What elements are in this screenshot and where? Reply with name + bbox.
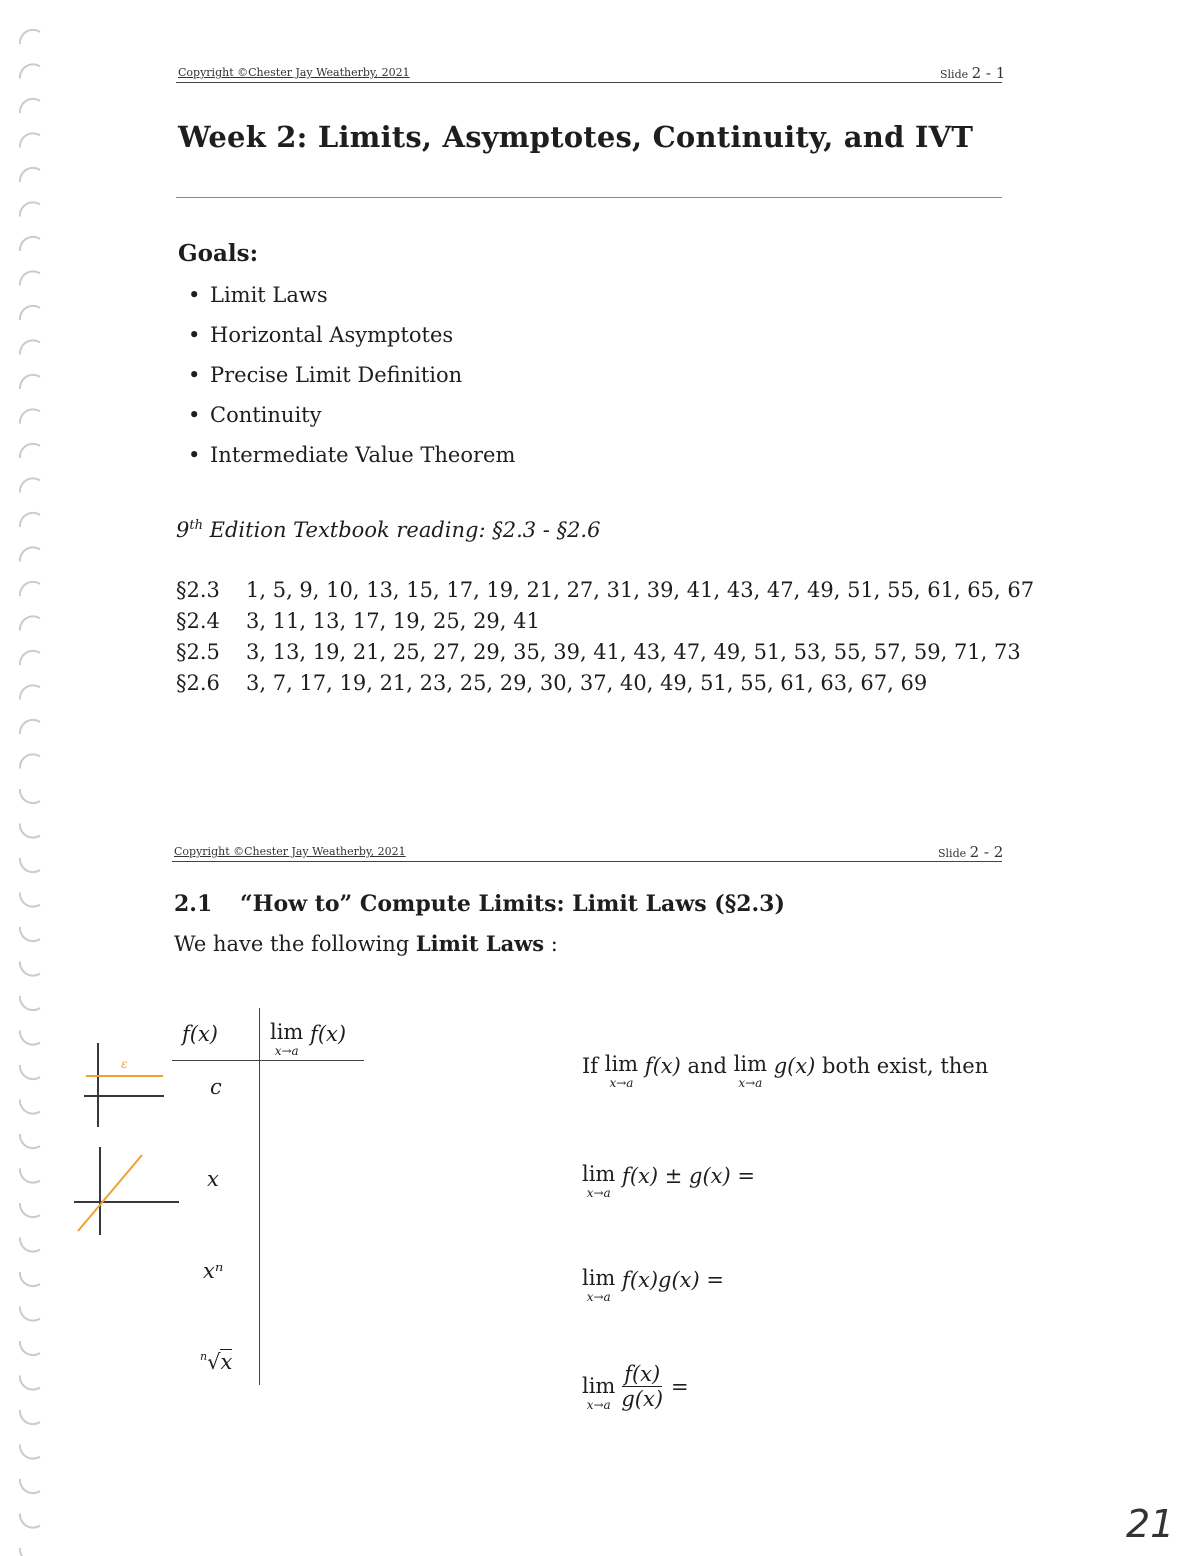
binding-hole	[20, 927, 40, 941]
goals-heading: Goals:	[178, 240, 259, 267]
goal-item: • Horizontal Asymptotes	[188, 323, 454, 347]
copyright-notice: Copyright ©Chester Jay Weatherby, 2021	[178, 66, 410, 79]
page-title: Week 2: Limits, Asymptotes, Continuity, and IVT	[178, 120, 974, 154]
goal-item: • Intermediate Value Theorem	[188, 443, 516, 467]
binding-hole	[20, 651, 40, 665]
title-rule	[176, 197, 1002, 198]
quotient-law: lim x→a $\frac{f(x)}{g(x)}$ =	[582, 1362, 689, 1413]
limit-laws-condition: If lim x→a f(x) and lim x→a g(x) both exist, then	[582, 1052, 989, 1090]
slide-number-value: 2 - 2	[969, 843, 1004, 861]
copyright-notice-2: Copyright ©Chester Jay Weatherby, 2021	[174, 845, 406, 858]
binding-hole	[20, 858, 40, 872]
section-heading: 2.1 “How to” Compute Limits: Limit Laws (§2.3)	[174, 891, 785, 917]
binding-hole	[20, 513, 40, 527]
binding-hole	[20, 789, 40, 803]
goal-item: • Limit Laws	[188, 283, 328, 307]
binding-hole	[20, 1169, 40, 1183]
binding-hole	[20, 1376, 40, 1390]
binding-hole	[20, 1410, 40, 1424]
header-rule	[176, 82, 1002, 83]
handwritten-epsilon: ε	[121, 1057, 128, 1071]
binding-hole	[20, 1479, 40, 1493]
textbook-reading: 9th Edition Textbook reading: §2.3 - §2.6	[176, 518, 601, 542]
binding-hole	[20, 306, 40, 320]
binding-hole	[20, 237, 40, 251]
binding-hole	[20, 64, 40, 78]
binding-hole	[20, 754, 40, 768]
binding-hole	[20, 340, 40, 354]
slide-number	[940, 64, 1005, 82]
sum-law: lim x→a f(x) ± g(x) =	[582, 1162, 755, 1200]
binding-hole	[20, 1134, 40, 1148]
binding-hole	[20, 1031, 40, 1045]
homework-row: §2.5 3, 13, 19, 21, 25, 27, 29, 35, 39, 41, 43, 47, 49, 51, 53, 55, 57, 59, 71, 73	[176, 640, 1021, 664]
binding-hole	[20, 1203, 40, 1217]
goal-item: • Continuity	[188, 403, 322, 427]
binding-hole	[20, 133, 40, 147]
goals-list	[188, 283, 515, 483]
binding-hole	[20, 1548, 40, 1556]
binding-hole	[20, 1065, 40, 1079]
binding-hole	[20, 616, 40, 630]
table-row-constant: c	[210, 1075, 222, 1099]
slide-number-2	[938, 843, 1003, 861]
binding-hole	[20, 685, 40, 699]
binding-hole	[20, 720, 40, 734]
binding-hole	[20, 893, 40, 907]
slide-number-value: 2 - 1	[971, 64, 1006, 82]
binding-hole	[20, 1238, 40, 1252]
homework-list	[176, 578, 1034, 702]
binding-hole	[20, 1341, 40, 1355]
binding-hole	[20, 547, 40, 561]
binding-hole	[20, 202, 40, 216]
binding-hole	[20, 824, 40, 838]
binding-hole	[20, 444, 40, 458]
page-number: 21	[1126, 1502, 1175, 1546]
binding-hole	[20, 1307, 40, 1321]
slide-label: Slide	[938, 847, 967, 860]
binding-hole	[20, 478, 40, 492]
table-vertical-rule	[259, 1008, 260, 1385]
goal-item: • Precise Limit Definition	[188, 363, 463, 387]
product-law: lim x→a f(x)g(x) =	[582, 1266, 724, 1304]
table-header-rule	[172, 1060, 364, 1061]
slide-label: Slide	[940, 68, 969, 81]
homework-row: §2.4 3, 11, 13, 17, 19, 25, 29, 41	[176, 609, 540, 633]
handwritten-graph-sketches	[70, 1035, 190, 1240]
header-rule-2	[172, 861, 1002, 862]
table-row-power: xⁿ	[203, 1259, 224, 1283]
table-row-root: $^n$√x	[200, 1350, 233, 1374]
intro-text: We have the following Limit Laws :	[174, 931, 558, 956]
binding-hole	[20, 1100, 40, 1114]
binding-hole	[20, 1272, 40, 1286]
binding-hole	[20, 996, 40, 1010]
binding-hole	[20, 30, 40, 44]
binding-hole	[20, 1514, 40, 1528]
binding-hole	[20, 1445, 40, 1459]
table-header-fx: f(x)	[182, 1022, 219, 1046]
binding-holes	[0, 0, 60, 1556]
binding-hole	[20, 271, 40, 285]
binding-hole	[20, 375, 40, 389]
binding-hole	[20, 962, 40, 976]
binding-hole	[20, 99, 40, 113]
table-header-limit: lim x→a f(x)	[270, 1020, 347, 1058]
homework-row: §2.6 3, 7, 17, 19, 21, 23, 25, 29, 30, 37, 40, 49, 51, 55, 61, 63, 67, 69	[176, 671, 928, 695]
binding-hole	[20, 409, 40, 423]
binding-hole	[20, 582, 40, 596]
table-row-identity: x	[207, 1167, 219, 1191]
binding-hole	[20, 168, 40, 182]
homework-row: §2.3 1, 5, 9, 10, 13, 15, 17, 19, 21, 27, 31, 39, 41, 43, 47, 49, 51, 55, 61, 65, 67	[176, 578, 1035, 602]
